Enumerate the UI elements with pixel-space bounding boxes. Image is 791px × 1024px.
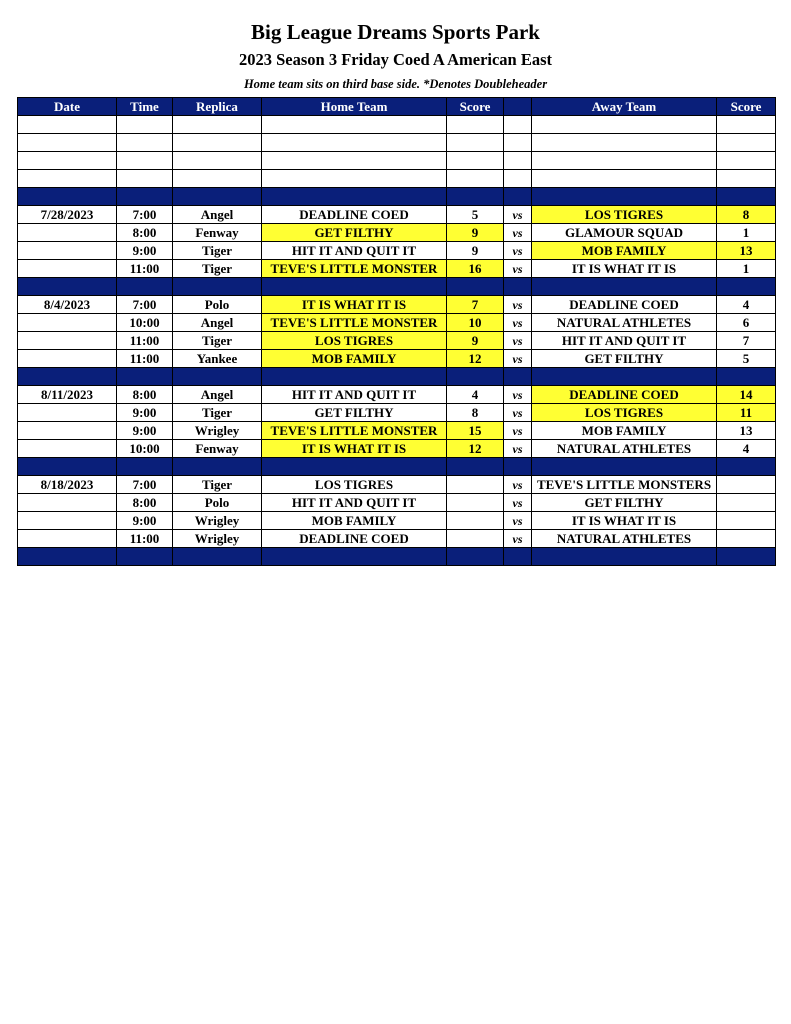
cell-replica: Angel <box>173 206 262 224</box>
cell-vs: vs <box>504 260 532 278</box>
cell-away-team: LOS TIGRES <box>532 206 717 224</box>
cell-time: 10:00 <box>117 440 173 458</box>
cell-time: 9:00 <box>117 422 173 440</box>
cell-replica: Wrigley <box>173 512 262 530</box>
cell-home-score: 16 <box>447 260 504 278</box>
cell-away-score <box>717 530 776 548</box>
table-row <box>18 386 776 404</box>
cell-replica <box>173 152 262 170</box>
cell-date <box>18 404 117 422</box>
cell-away-score: 1 <box>717 224 776 242</box>
cell-replica <box>173 116 262 134</box>
table-row <box>18 206 776 224</box>
cell-home-team: TEVE'S LITTLE MONSTER <box>262 260 447 278</box>
page-title: Big League Dreams Sports Park <box>251 20 540 44</box>
cell-home-team <box>262 152 447 170</box>
col-header-home-score: Score <box>447 98 504 116</box>
cell-away-team: MOB FAMILY <box>532 422 717 440</box>
cell-replica: Wrigley <box>173 530 262 548</box>
table-row <box>18 350 776 368</box>
cell-vs <box>504 188 532 206</box>
cell-away-score: 7 <box>717 332 776 350</box>
cell-time <box>117 188 173 206</box>
table-row <box>18 260 776 278</box>
cell-replica: Tiger <box>173 404 262 422</box>
cell-away-team: GET FILTHY <box>532 350 717 368</box>
cell-replica <box>173 188 262 206</box>
table-row <box>18 242 776 260</box>
table-row <box>18 422 776 440</box>
col-header-date: Date <box>18 98 117 116</box>
table-row <box>18 116 776 134</box>
cell-away-score <box>717 152 776 170</box>
cell-date <box>18 422 117 440</box>
cell-date: 8/11/2023 <box>18 386 117 404</box>
col-header-away-score: Score <box>717 98 776 116</box>
cell-away-score <box>717 278 776 296</box>
cell-date <box>18 332 117 350</box>
cell-home-team: HIT IT AND QUIT IT <box>262 386 447 404</box>
cell-home-score: 7 <box>447 296 504 314</box>
cell-home-score: 4 <box>447 386 504 404</box>
cell-date <box>18 260 117 278</box>
cell-home-score <box>447 278 504 296</box>
cell-date <box>18 494 117 512</box>
cell-away-team <box>532 278 717 296</box>
cell-home-score: 15 <box>447 422 504 440</box>
cell-replica: Yankee <box>173 350 262 368</box>
cell-vs: vs <box>504 224 532 242</box>
cell-home-score <box>447 548 504 566</box>
cell-home-score <box>447 476 504 494</box>
cell-replica: Tiger <box>173 332 262 350</box>
cell-vs <box>504 152 532 170</box>
table-row <box>18 494 776 512</box>
cell-home-team <box>262 134 447 152</box>
cell-date <box>18 224 117 242</box>
cell-time: 7:00 <box>117 296 173 314</box>
cell-away-team <box>532 116 717 134</box>
table-row <box>18 404 776 422</box>
cell-away-team: DEADLINE COED <box>532 386 717 404</box>
cell-replica <box>173 368 262 386</box>
page-subtitle: 2023 Season 3 Friday Coed A American East <box>238 50 553 69</box>
schedule-table <box>17 97 776 566</box>
cell-time: 11:00 <box>117 350 173 368</box>
cell-away-team: NATURAL ATHLETES <box>532 530 717 548</box>
cell-date <box>18 278 117 296</box>
cell-home-team <box>262 278 447 296</box>
cell-home-team <box>262 188 447 206</box>
cell-date <box>18 350 117 368</box>
cell-vs <box>504 116 532 134</box>
cell-away-score: 6 <box>717 314 776 332</box>
cell-time <box>117 458 173 476</box>
cell-vs: vs <box>504 440 532 458</box>
separator-row <box>18 278 776 296</box>
cell-vs <box>504 278 532 296</box>
table-row <box>18 296 776 314</box>
cell-away-score: 4 <box>717 296 776 314</box>
cell-replica <box>173 170 262 188</box>
table-row <box>18 152 776 170</box>
table-row <box>18 476 776 494</box>
cell-home-team: IT IS WHAT IT IS <box>262 440 447 458</box>
cell-home-score: 10 <box>447 314 504 332</box>
cell-home-team: MOB FAMILY <box>262 350 447 368</box>
separator-row <box>18 458 776 476</box>
cell-vs: vs <box>504 422 532 440</box>
cell-vs: vs <box>504 350 532 368</box>
cell-home-score <box>447 368 504 386</box>
cell-away-team: NATURAL ATHLETES <box>532 440 717 458</box>
cell-replica: Polo <box>173 296 262 314</box>
cell-date <box>18 548 117 566</box>
cell-home-score <box>447 458 504 476</box>
cell-date <box>18 368 117 386</box>
cell-away-score: 14 <box>717 386 776 404</box>
cell-replica: Tiger <box>173 242 262 260</box>
cell-date <box>18 134 117 152</box>
cell-home-team: MOB FAMILY <box>262 512 447 530</box>
cell-vs: vs <box>504 296 532 314</box>
cell-time: 11:00 <box>117 530 173 548</box>
cell-home-score: 8 <box>447 404 504 422</box>
cell-home-team: TEVE'S LITTLE MONSTER <box>262 314 447 332</box>
cell-replica: Tiger <box>173 476 262 494</box>
cell-time <box>117 152 173 170</box>
cell-away-score <box>717 188 776 206</box>
header-note: Home team sits on third base side. *Denotes Doubleheader <box>243 77 548 91</box>
cell-away-team <box>532 188 717 206</box>
cell-away-score <box>717 170 776 188</box>
cell-home-team: DEADLINE COED <box>262 530 447 548</box>
table-row <box>18 332 776 350</box>
cell-away-score: 8 <box>717 206 776 224</box>
cell-date <box>18 152 117 170</box>
cell-replica: Angel <box>173 386 262 404</box>
cell-replica: Tiger <box>173 260 262 278</box>
cell-date <box>18 530 117 548</box>
cell-away-score <box>717 116 776 134</box>
cell-home-score <box>447 170 504 188</box>
cell-away-team: GLAMOUR SQUAD <box>532 224 717 242</box>
cell-home-score <box>447 116 504 134</box>
cell-vs: vs <box>504 512 532 530</box>
cell-away-team <box>532 134 717 152</box>
cell-vs: vs <box>504 314 532 332</box>
cell-time: 8:00 <box>117 224 173 242</box>
cell-away-team: TEVE'S LITTLE MONSTERS <box>532 476 717 494</box>
cell-away-score: 5 <box>717 350 776 368</box>
header-row <box>18 98 776 116</box>
cell-vs: vs <box>504 206 532 224</box>
cell-replica <box>173 458 262 476</box>
cell-date <box>18 170 117 188</box>
cell-home-team: LOS TIGRES <box>262 476 447 494</box>
cell-away-score <box>717 512 776 530</box>
table-row <box>18 224 776 242</box>
cell-away-team <box>532 152 717 170</box>
cell-home-score: 12 <box>447 440 504 458</box>
cell-away-team: DEADLINE COED <box>532 296 717 314</box>
cell-home-team <box>262 458 447 476</box>
cell-away-team: HIT IT AND QUIT IT <box>532 332 717 350</box>
cell-away-team: NATURAL ATHLETES <box>532 314 717 332</box>
table-row <box>18 170 776 188</box>
cell-away-team: IT IS WHAT IT IS <box>532 512 717 530</box>
cell-vs <box>504 368 532 386</box>
cell-away-team <box>532 170 717 188</box>
cell-date: 8/18/2023 <box>18 476 117 494</box>
cell-home-team <box>262 368 447 386</box>
cell-away-team: MOB FAMILY <box>532 242 717 260</box>
cell-replica: Fenway <box>173 440 262 458</box>
cell-vs: vs <box>504 404 532 422</box>
cell-date <box>18 116 117 134</box>
col-header-time: Time <box>117 98 173 116</box>
cell-home-score <box>447 530 504 548</box>
cell-replica: Wrigley <box>173 422 262 440</box>
cell-away-team: IT IS WHAT IT IS <box>532 260 717 278</box>
cell-time <box>117 368 173 386</box>
cell-date <box>18 188 117 206</box>
cell-away-score: 13 <box>717 422 776 440</box>
cell-vs: vs <box>504 242 532 260</box>
cell-home-team: DEADLINE COED <box>262 206 447 224</box>
cell-home-team: GET FILTHY <box>262 224 447 242</box>
separator-row <box>18 368 776 386</box>
cell-vs: vs <box>504 494 532 512</box>
cell-home-score: 5 <box>447 206 504 224</box>
cell-away-team <box>532 458 717 476</box>
cell-away-score <box>717 134 776 152</box>
cell-date <box>18 512 117 530</box>
cell-home-score <box>447 134 504 152</box>
cell-away-team: GET FILTHY <box>532 494 717 512</box>
cell-home-score: 9 <box>447 224 504 242</box>
table-row <box>18 314 776 332</box>
cell-home-team: TEVE'S LITTLE MONSTER <box>262 422 447 440</box>
cell-home-team <box>262 548 447 566</box>
schedule-body <box>18 116 776 566</box>
cell-home-score <box>447 512 504 530</box>
cell-home-team: HIT IT AND QUIT IT <box>262 242 447 260</box>
cell-date: 8/4/2023 <box>18 296 117 314</box>
cell-away-score <box>717 476 776 494</box>
cell-away-score: 13 <box>717 242 776 260</box>
cell-home-team <box>262 116 447 134</box>
cell-away-score <box>717 368 776 386</box>
cell-vs: vs <box>504 386 532 404</box>
cell-time: 9:00 <box>117 512 173 530</box>
cell-home-team: GET FILTHY <box>262 404 447 422</box>
cell-home-score: 9 <box>447 242 504 260</box>
cell-home-team: LOS TIGRES <box>262 332 447 350</box>
cell-vs: vs <box>504 476 532 494</box>
cell-date <box>18 314 117 332</box>
cell-time: 9:00 <box>117 242 173 260</box>
cell-vs <box>504 458 532 476</box>
cell-time <box>117 548 173 566</box>
cell-vs <box>504 548 532 566</box>
separator-row <box>18 188 776 206</box>
cell-replica <box>173 278 262 296</box>
cell-time: 8:00 <box>117 386 173 404</box>
cell-home-score <box>447 494 504 512</box>
cell-away-score: 11 <box>717 404 776 422</box>
cell-vs <box>504 134 532 152</box>
cell-time: 7:00 <box>117 476 173 494</box>
col-header-replica: Replica <box>173 98 262 116</box>
table-row <box>18 440 776 458</box>
col-header-home-team: Home Team <box>262 98 447 116</box>
cell-away-score: 1 <box>717 260 776 278</box>
cell-replica: Fenway <box>173 224 262 242</box>
cell-date <box>18 458 117 476</box>
separator-row <box>18 548 776 566</box>
cell-date <box>18 440 117 458</box>
cell-time: 8:00 <box>117 494 173 512</box>
cell-vs: vs <box>504 530 532 548</box>
cell-time <box>117 170 173 188</box>
cell-away-score: 4 <box>717 440 776 458</box>
cell-home-score <box>447 152 504 170</box>
table-row <box>18 134 776 152</box>
cell-vs: vs <box>504 332 532 350</box>
cell-away-team: LOS TIGRES <box>532 404 717 422</box>
cell-away-score <box>717 494 776 512</box>
cell-away-score <box>717 458 776 476</box>
col-header-vs <box>504 98 532 116</box>
cell-replica: Polo <box>173 494 262 512</box>
cell-away-team <box>532 548 717 566</box>
cell-replica <box>173 548 262 566</box>
cell-time: 11:00 <box>117 260 173 278</box>
cell-home-score: 9 <box>447 332 504 350</box>
table-row <box>18 530 776 548</box>
cell-replica <box>173 134 262 152</box>
col-header-away-team: Away Team <box>532 98 717 116</box>
cell-replica: Angel <box>173 314 262 332</box>
cell-time <box>117 134 173 152</box>
cell-time: 9:00 <box>117 404 173 422</box>
cell-time <box>117 116 173 134</box>
cell-time: 7:00 <box>117 206 173 224</box>
cell-time: 10:00 <box>117 314 173 332</box>
cell-date: 7/28/2023 <box>18 206 117 224</box>
cell-vs <box>504 170 532 188</box>
cell-home-team: HIT IT AND QUIT IT <box>262 494 447 512</box>
cell-away-team <box>532 368 717 386</box>
cell-home-score: 12 <box>447 350 504 368</box>
cell-date <box>18 242 117 260</box>
cell-home-score <box>447 188 504 206</box>
cell-away-score <box>717 548 776 566</box>
table-row <box>18 512 776 530</box>
cell-time <box>117 278 173 296</box>
cell-home-team <box>262 170 447 188</box>
cell-time: 11:00 <box>117 332 173 350</box>
cell-home-team: IT IS WHAT IT IS <box>262 296 447 314</box>
